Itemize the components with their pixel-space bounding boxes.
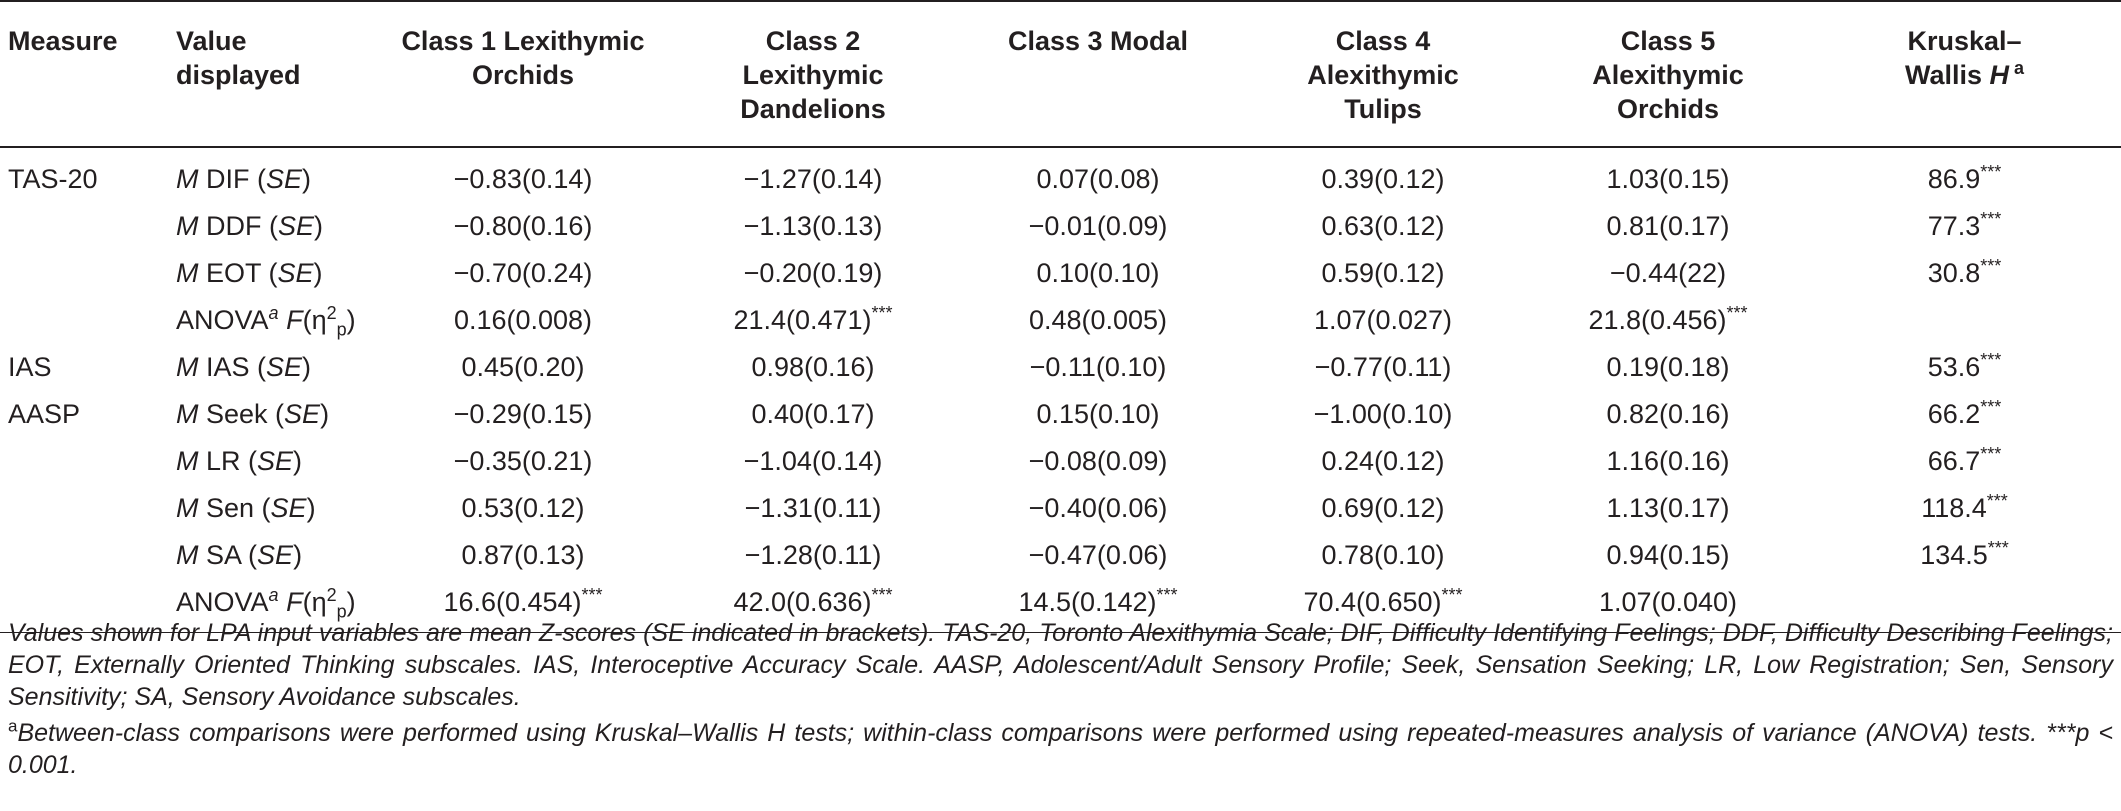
cell-class-2 (668, 531, 958, 578)
value-close: ) (306, 492, 316, 523)
cell-value: 0.78(0.10) (1321, 539, 1445, 570)
cell-class-1 (378, 531, 668, 578)
cell-value: 0.87(0.13) (461, 539, 585, 570)
anova-paren-open: ( (302, 586, 312, 617)
value-close: ) (314, 210, 324, 241)
significance-stars: *** (1441, 584, 1463, 605)
cell-class-5 (1528, 484, 1808, 531)
cell-class-2 (668, 296, 958, 343)
cell-class-1 (378, 343, 668, 390)
eta-sub: p (336, 600, 347, 621)
cell-value-displayed (168, 296, 378, 343)
cell-value: 21.8(0.456) (1588, 304, 1727, 335)
anova-f: F (286, 304, 303, 335)
significance-stars: *** (1987, 537, 2009, 558)
eta-sup: 2 (326, 584, 337, 605)
value-m: M (176, 539, 199, 570)
value-close: ) (293, 539, 303, 570)
cell-class-3 (958, 531, 1238, 578)
cell-value: −0.01(0.09) (1028, 210, 1168, 241)
cell-value: 0.39(0.12) (1321, 163, 1445, 194)
cell-value-displayed (168, 484, 378, 531)
significance-stars: *** (871, 302, 893, 323)
cell-kruskal-wallis (1808, 147, 2121, 202)
value-close: ) (320, 398, 330, 429)
cell-class-2 (668, 484, 958, 531)
cell-value: −0.77(0.11) (1314, 351, 1452, 382)
cell-kruskal-wallis (1808, 343, 2121, 390)
cell-value-displayed (168, 147, 378, 202)
footnote-a-marker: a (8, 716, 18, 736)
header-class-5-text: Class 5 Alexithymic Orchids (1592, 26, 1744, 124)
cell-class-3 (958, 437, 1238, 484)
value-close: ) (313, 257, 323, 288)
cell-class-4 (1238, 249, 1528, 296)
value-se: SE (257, 539, 294, 570)
cell-value: 70.4(0.650) (1303, 586, 1442, 617)
cell-value: 0.53(0.12) (461, 492, 585, 523)
cell-class-2 (668, 249, 958, 296)
cell-class-4 (1238, 147, 1528, 202)
anova-eta (312, 585, 347, 619)
cell-kruskal-wallis (1808, 531, 2121, 578)
cell-measure (0, 296, 168, 343)
significance-stars: *** (1980, 443, 2002, 464)
cell-value: 16.6(0.454) (443, 586, 582, 617)
cell-class-1 (378, 484, 668, 531)
table-row (0, 437, 2121, 484)
cell-class-5 (1528, 390, 1808, 437)
cell-class-5 (1528, 296, 1808, 343)
cell-value: −0.70(0.24) (453, 257, 593, 288)
anova-space (279, 587, 287, 617)
value-close: ) (302, 163, 312, 194)
cell-value: 66.7 (1927, 445, 1981, 476)
anova-label: ANOVA (176, 304, 269, 335)
table-row (0, 484, 2121, 531)
table-row (0, 202, 2121, 249)
cell-value: 0.98(0.16) (751, 351, 875, 382)
header-value-displayed-text: Value displayed (176, 26, 301, 90)
value-m: M (176, 351, 199, 382)
cell-kruskal-wallis (1808, 437, 2121, 484)
cell-value: 0.59(0.12) (1321, 257, 1445, 288)
cell-value: 1.07(0.040) (1598, 586, 1738, 617)
cell-value-displayed (168, 531, 378, 578)
cell-class-5 (1528, 249, 1808, 296)
header-kw-sup-a: a (2009, 58, 2025, 78)
cell-value: −1.13(0.13) (743, 210, 883, 241)
cell-value: 0.48(0.005) (1028, 304, 1168, 335)
significance-stars: *** (1980, 161, 2002, 182)
cell-value: 0.81(0.17) (1606, 210, 1730, 241)
cell-value: −0.35(0.21) (453, 445, 593, 476)
cell-value: 21.4(0.471) (733, 304, 872, 335)
value-label: Seek ( (198, 398, 285, 429)
value-label: LR ( (198, 445, 258, 476)
cell-value: 0.40(0.17) (751, 398, 875, 429)
value-label: EOT ( (198, 257, 278, 288)
cell-value: −1.04(0.14) (743, 445, 883, 476)
cell-value: 0.16(0.008) (453, 304, 593, 335)
cell-value: 42.0(0.636) (733, 586, 872, 617)
cell-class-1 (378, 249, 668, 296)
significance-stars: *** (1726, 302, 1748, 323)
cell-value: −0.20(0.19) (743, 257, 883, 288)
value-m: M (176, 398, 199, 429)
header-class-3: Class 3 Modal (958, 1, 1238, 147)
anova-sup-a: a (268, 302, 279, 323)
cell-class-3 (958, 147, 1238, 202)
significance-stars: *** (1980, 396, 2002, 417)
table-row (0, 531, 2121, 578)
value-label: Sen ( (198, 492, 271, 523)
cell-value-displayed (168, 249, 378, 296)
anova-paren-close: ) (346, 586, 356, 617)
cell-class-2 (668, 202, 958, 249)
cell-class-4 (1238, 390, 1528, 437)
cell-class-4 (1238, 531, 1528, 578)
value-se: SE (266, 351, 303, 382)
cell-value-displayed (168, 343, 378, 390)
value-label: DDF ( (198, 210, 278, 241)
cell-class-3 (958, 296, 1238, 343)
table-body (0, 147, 2121, 633)
cell-class-4 (1238, 296, 1528, 343)
value-se: SE (284, 398, 321, 429)
anova-space (279, 305, 287, 335)
cell-kruskal-wallis (1808, 249, 2121, 296)
header-class-5 (1528, 1, 1808, 147)
table-row (0, 390, 2121, 437)
cell-value: 118.4 (1921, 492, 1987, 523)
significance-stars: *** (1986, 490, 2008, 511)
anova-label: ANOVA (176, 586, 269, 617)
cell-class-3 (958, 390, 1238, 437)
cell-value: 0.10(0.10) (1036, 257, 1160, 288)
value-se: SE (277, 210, 315, 241)
cell-value: 86.9 (1927, 163, 1981, 194)
significance-stars: *** (581, 584, 603, 605)
cell-value: −0.83(0.14) (453, 163, 593, 194)
cell-class-3 (958, 343, 1238, 390)
cell-value: 1.16(0.16) (1606, 445, 1730, 476)
cell-measure (0, 531, 168, 578)
cell-kruskal-wallis (1808, 484, 2121, 531)
table-row (0, 147, 2121, 202)
cell-measure: IAS (8, 351, 52, 382)
cell-class-4 (1238, 343, 1528, 390)
value-se: SE (257, 445, 294, 476)
cell-value: 1.07(0.027) (1313, 304, 1453, 335)
cell-class-3 (958, 249, 1238, 296)
cell-kruskal-wallis (1808, 202, 2121, 249)
footnote-a-text: Between-class comparisons were performed using Kruskal–Wallis H tests; within-class comparisons were performed using repeated-measures analysis of variance (ANOVA) tests. ***p < 0.001. (8, 719, 2113, 779)
cell-value: 14.5(0.142) (1018, 586, 1157, 617)
cell-value: −1.28(0.11) (744, 539, 882, 570)
header-class-2 (668, 1, 958, 147)
cell-class-5 (1528, 437, 1808, 484)
cell-value: −0.80(0.16) (453, 210, 593, 241)
header-class-2-text: Class 2 Lexithymic Dandelions (740, 26, 886, 124)
cell-measure (0, 249, 168, 296)
cell-class-5 (1528, 202, 1808, 249)
cell-value: −0.44(22) (1609, 257, 1727, 288)
cell-value: 53.6 (1927, 351, 1981, 382)
cell-class-1 (378, 390, 668, 437)
value-close: ) (293, 445, 303, 476)
eta-sub: p (336, 318, 347, 339)
value-se: SE (266, 163, 303, 194)
cell-class-5 (1528, 147, 1808, 202)
cell-value: 0.15(0.10) (1036, 398, 1160, 429)
cell-kruskal-wallis (1808, 296, 2121, 343)
cell-class-2 (668, 390, 958, 437)
anova-paren-open: ( (302, 304, 312, 335)
footnote-a (8, 717, 2113, 781)
value-label: DIF ( (198, 163, 266, 194)
header-class-4 (1238, 1, 1528, 147)
cell-measure (0, 437, 168, 484)
cell-value-displayed (168, 390, 378, 437)
table-footnotes (8, 617, 2113, 781)
cell-kruskal-wallis (1808, 390, 2121, 437)
cell-value: −0.40(0.06) (1028, 492, 1168, 523)
cell-class-1 (378, 147, 668, 202)
value-label: IAS ( (198, 351, 267, 382)
header-kruskal-wallis-text (1890, 24, 2040, 92)
cell-value: 1.03(0.15) (1606, 163, 1730, 194)
significance-stars: *** (1156, 584, 1178, 605)
value-se: SE (270, 492, 307, 523)
cell-value: 66.2 (1927, 398, 1981, 429)
cell-value: 1.13(0.17) (1606, 492, 1730, 523)
cell-value: 0.82(0.16) (1606, 398, 1730, 429)
cell-class-3 (958, 484, 1238, 531)
header-class-4-text: Class 4 Alexithymic Tulips (1307, 26, 1459, 124)
significance-stars: *** (1980, 208, 2002, 229)
cell-class-2 (668, 343, 958, 390)
cell-class-5 (1528, 531, 1808, 578)
significance-stars: *** (871, 584, 893, 605)
header-kw-label: Kruskal–Wallis (1904, 26, 2022, 90)
eta-sup: 2 (326, 302, 337, 323)
cell-value: 0.45(0.20) (461, 351, 585, 382)
cell-measure: TAS-20 (8, 163, 98, 194)
cell-class-4 (1238, 437, 1528, 484)
cell-value: 0.24(0.12) (1321, 445, 1445, 476)
cell-value: −0.08(0.09) (1028, 445, 1168, 476)
table-row (0, 296, 2121, 343)
anova-f: F (286, 586, 303, 617)
cell-value: 77.3 (1927, 210, 1981, 241)
table-header-row (0, 1, 2121, 147)
significance-stars: *** (1980, 349, 2002, 370)
cell-class-5 (1528, 343, 1808, 390)
cell-value-displayed (168, 437, 378, 484)
header-kw-h: H (1989, 60, 2009, 90)
cell-value: 30.8 (1927, 257, 1981, 288)
cell-class-4 (1238, 484, 1528, 531)
footnote-main: Values shown for LPA input variables are mean Z-scores (SE indicated in brackets). TAS-20, Toronto Alexithymia Scale; DIF, Difficulty Identifying Feelings; DDF, Difficulty Describing Feelings; EOT, Externally Oriented Thinking subscales. IAS, Interoceptive Accuracy Scale. AASP, Adolescent/Adult Sensory Profile; Seek, Sensation Seeking; LR, Low Registration; Sen, Sensory Sensitivity; SA, Sensory Avoidance subscales. (8, 619, 2113, 711)
cell-value-displayed (168, 202, 378, 249)
significance-stars: *** (1980, 255, 2002, 276)
cell-value: 134.5 (1920, 539, 1988, 570)
header-kruskal-wallis (1808, 1, 2121, 147)
cell-class-2 (668, 437, 958, 484)
value-m: M (176, 210, 199, 241)
cell-class-4 (1238, 202, 1528, 249)
eta-symbol: η (311, 304, 327, 335)
table-row (0, 249, 2121, 296)
cell-class-3 (958, 202, 1238, 249)
header-class-1 (378, 1, 668, 147)
cell-value: −1.31(0.11) (744, 492, 882, 523)
cell-class-1 (378, 296, 668, 343)
cell-value: −0.47(0.06) (1028, 539, 1168, 570)
cell-value: 0.07(0.08) (1036, 163, 1160, 194)
cell-value: −1.00(0.10) (1313, 398, 1453, 429)
cell-value: 0.69(0.12) (1321, 492, 1445, 523)
value-m: M (176, 163, 199, 194)
value-close: ) (302, 351, 312, 382)
header-value-displayed (168, 1, 378, 147)
cell-value: 0.63(0.12) (1321, 210, 1445, 241)
header-class-1-text: Class 1 Lexithymic Orchids (401, 26, 645, 90)
value-m: M (176, 492, 199, 523)
cell-measure (0, 202, 168, 249)
cell-value: −1.27(0.14) (743, 163, 883, 194)
cell-measure (0, 484, 168, 531)
cell-value: 0.19(0.18) (1606, 351, 1730, 382)
eta-symbol: η (311, 586, 327, 617)
cell-class-2 (668, 147, 958, 202)
cell-value: 0.94(0.15) (1606, 539, 1730, 570)
table-row (0, 343, 2121, 390)
cell-class-1 (378, 202, 668, 249)
anova-paren-close: ) (346, 304, 356, 335)
cell-class-1 (378, 437, 668, 484)
anova-sup-a: a (268, 584, 279, 605)
cell-value: −0.29(0.15) (453, 398, 593, 429)
value-m: M (176, 257, 199, 288)
anova-eta (312, 303, 347, 337)
value-label: SA ( (198, 539, 258, 570)
value-se: SE (277, 257, 314, 288)
header-measure: Measure (0, 1, 168, 147)
value-m: M (176, 445, 199, 476)
cell-value: −0.11(0.10) (1029, 351, 1167, 382)
cell-measure: AASP (8, 398, 81, 429)
